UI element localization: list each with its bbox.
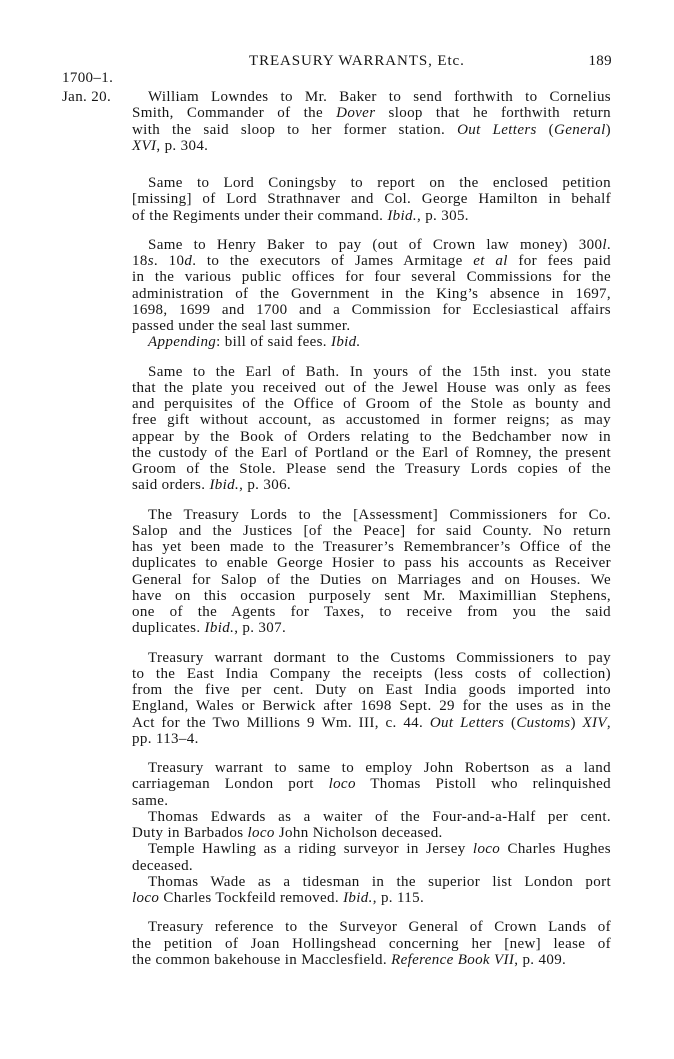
text-run: passed under the seal last summer. [132, 318, 351, 334]
text-run: William Lowndes to Mr. Baker to send forthwith to Cornelius [148, 89, 611, 105]
text-run: ( [504, 714, 517, 731]
text-run: the common bakehouse in Macclesfield. [132, 951, 392, 968]
text-line [132, 776, 611, 792]
text-line [132, 588, 611, 604]
margin-date: Jan. 20. [62, 89, 112, 105]
text-line [132, 318, 611, 334]
paragraph [132, 175, 611, 224]
text-run: Thomas Edwards as a waiter of the Four-and-a-Half per cent. [148, 808, 611, 825]
text-run: Smith, Commander of the [132, 105, 337, 122]
text-line [132, 698, 611, 714]
italic-text: Out Letters [429, 714, 505, 731]
text-line [132, 122, 611, 138]
text-line [132, 89, 611, 105]
text-run: Thomas Wade as a tidesman in the superior list London port [148, 873, 611, 890]
text-line [132, 715, 611, 731]
text-run: appear by the Book of Orders relating to the Bedchamber now in [132, 428, 611, 445]
text-run: Charles Tockfeild removed. [159, 890, 344, 906]
text-run: 1698, 1699 and 1700 and a Commission for Ecclesiastical affairs [132, 301, 611, 318]
text-run: , p. 304. [156, 137, 209, 154]
paragraph [132, 841, 611, 874]
text-run: Treasury warrant to same to employ John Robertson as a land [148, 760, 611, 776]
text-run: same. [132, 792, 169, 809]
text-line [132, 874, 611, 890]
text-line [132, 604, 611, 620]
entry [132, 237, 611, 351]
text-line [132, 364, 611, 380]
text-run: with the said sloop to her former station. [132, 121, 458, 138]
text-run: Treasury reference to the Surveyor General of Crown Lands of [148, 919, 611, 936]
text-run: Same to Lord Coningsby to report on the enclosed petition [148, 175, 611, 191]
text-run: Thomas Pistoll who relinquished [355, 776, 611, 793]
margin-year: 1700–1. [62, 70, 114, 86]
text-run: Salop and the Justices [of the Peace] for said County. No return [132, 522, 611, 539]
paragraph [132, 237, 611, 335]
italic-text: XVI [132, 137, 157, 154]
paragraph [132, 874, 611, 907]
text-run: Same to the Earl of Bath. In yours of the 15th inst. you state [148, 363, 611, 380]
text-run: carriageman London port [132, 776, 329, 793]
text-line [132, 650, 611, 666]
text-line [132, 793, 611, 809]
text-line [132, 175, 611, 191]
text-run: Duty in Barbados [132, 825, 248, 841]
text-run: has yet been made to the Treasurer’s Remembrancer’s Office of the [132, 539, 611, 555]
text-run: , p. 307. [234, 620, 287, 637]
text-run: , p. 306. [239, 477, 292, 494]
text-run: Charles Hughes [500, 841, 611, 858]
italic-text: Ibid. [387, 207, 417, 224]
paragraph [132, 89, 611, 154]
italic-text: loco [472, 841, 501, 858]
text-line [132, 952, 611, 968]
text-line [132, 429, 611, 445]
paragraph [132, 364, 611, 494]
text-line [132, 666, 611, 682]
text-run: sloop that he forthwith return [375, 105, 611, 122]
text-line [132, 731, 611, 747]
text-line [132, 936, 611, 952]
italic-text: Appending [148, 334, 217, 351]
text-line [132, 523, 611, 539]
text-line [132, 237, 611, 253]
italic-text: d [184, 253, 193, 269]
text-run: duplicates to enable George Hosier to pass his accounts as Receiver [132, 555, 611, 572]
text-line [132, 539, 611, 555]
paragraph [132, 760, 611, 809]
text-line [132, 507, 611, 523]
text-run: The Treasury Lords to the [Assessment] Commissioners for Co. [148, 506, 611, 523]
entry [132, 175, 611, 224]
text-run: to the East India Company the receipts (less costs of collection) [132, 665, 611, 682]
text-line [132, 269, 611, 285]
paragraph [132, 650, 611, 748]
italic-text: Ibid. [209, 477, 240, 494]
text-run: : bill of said fees. [216, 334, 331, 351]
text-run: that the plate you received out of the Jewel House was only as fees [132, 379, 611, 396]
text-line [132, 760, 611, 776]
italic-text: Customs [516, 714, 571, 731]
italic-text: Reference Book VII [391, 951, 515, 968]
text-run: Same to Henry Baker to pay (out of Crown law money) 300 [148, 236, 603, 253]
italic-text: s [147, 253, 154, 269]
document-body [132, 89, 611, 981]
text-run: . to the executors of James Armitage [192, 253, 474, 269]
italic-text: Dover [336, 105, 376, 122]
text-run: , p. 305. [417, 207, 469, 224]
text-line [132, 682, 611, 698]
entry [132, 507, 611, 637]
text-run: from the five per cent. Duty on East India goods imported into [132, 682, 611, 698]
text-run: pp. 113–4. [132, 730, 199, 747]
text-line [132, 461, 611, 477]
text-run: Groom of the Stole. Please send the Treasury Lords copies of the [132, 461, 611, 477]
entry [132, 919, 611, 968]
text-run: . [606, 236, 611, 253]
text-run: Act for the Two Millions 9 Wm. III, c. 44. [132, 714, 430, 731]
text-line [132, 286, 611, 302]
text-line [132, 620, 611, 636]
text-line [132, 138, 611, 154]
text-line [132, 334, 611, 350]
text-run: Temple Hawling as a riding surveyor in Jersey [148, 841, 473, 858]
text-line [132, 477, 611, 493]
text-run: duplicates. [132, 620, 205, 637]
paragraph [132, 809, 611, 842]
text-run: the petition of Joan Hollingshead concerning her [new] lease of [132, 935, 611, 952]
text-line [132, 890, 611, 906]
text-line [132, 572, 611, 588]
text-run: of the Regiments under their command. [132, 207, 388, 224]
text-line [132, 809, 611, 825]
text-line [132, 841, 611, 857]
italic-text: loco [328, 776, 356, 793]
text-line [132, 412, 611, 428]
italic-text: Ibid. [343, 890, 373, 906]
text-line [132, 919, 611, 935]
text-line [132, 253, 611, 269]
text-run: General for Salop of the Duties on Marriages and on Houses. We [132, 571, 611, 588]
italic-text: et al [473, 253, 508, 269]
text-run: in the various public offices for four several Commissions for the [132, 269, 611, 286]
italic-text: Ibid. [204, 620, 235, 637]
entry [132, 650, 611, 748]
paragraph [132, 507, 611, 637]
text-run: for fees paid [507, 253, 611, 269]
text-run: and perquisites of the Office of Groom of the Stole as bounty and [132, 396, 611, 412]
text-run: ) [605, 121, 611, 138]
paragraph [132, 919, 611, 968]
italic-text: loco [247, 825, 275, 841]
italic-text: XIV [582, 714, 607, 731]
text-run: deceased. [132, 857, 194, 874]
text-line [132, 858, 611, 874]
text-run: free gift without account, as accustomed in former reigns; as may [132, 412, 611, 429]
text-line [132, 208, 611, 224]
text-run: have on this occasion purposely sent Mr. Maximillian Stephens, [132, 587, 611, 604]
text-line [132, 396, 611, 412]
text-line [132, 445, 611, 461]
text-run: , p. 409. [514, 951, 567, 968]
text-line [132, 825, 611, 841]
page-number: 189 [588, 53, 612, 69]
text-run: , p. 115. [372, 890, 425, 906]
text-run: John Nicholson deceased. [274, 825, 443, 841]
text-run: said orders. [132, 477, 210, 494]
italic-text: l [602, 236, 607, 253]
text-run: ) [570, 714, 583, 731]
text-run: administration of the Government in the King’s absence in 1697, [132, 285, 611, 302]
italic-text: Out Letters [457, 121, 537, 138]
text-line [132, 191, 611, 207]
text-run: ( [536, 121, 555, 138]
text-run: England, Wales or Berwick after 1698 Sept. 29 for the uses as in the [132, 698, 611, 715]
entry [132, 89, 611, 154]
italic-text: loco [132, 890, 160, 906]
text-line [132, 555, 611, 571]
entry [132, 364, 611, 494]
text-run: [missing] of Lord Strathnaver and Col. George Hamilton in behalf [132, 191, 611, 208]
text-run: , [606, 714, 611, 731]
text-line [132, 105, 611, 121]
text-run: . 10 [153, 253, 185, 269]
entry [132, 760, 611, 906]
paragraph [132, 334, 611, 350]
text-run: 18 [132, 253, 148, 269]
text-line [132, 380, 611, 396]
text-run: the custody of the Earl of Portland or the Earl of Romney, the present [132, 444, 611, 461]
text-run: Treasury warrant dormant to the Customs Commissioners to pay [148, 649, 611, 666]
italic-text: Ibid. [330, 334, 361, 351]
italic-text: General [554, 121, 606, 138]
running-title: TREASURY WARRANTS, Etc. [249, 53, 465, 69]
text-run: one of the Agents for Taxes, to receive from you the said [132, 604, 611, 620]
text-line [132, 302, 611, 318]
